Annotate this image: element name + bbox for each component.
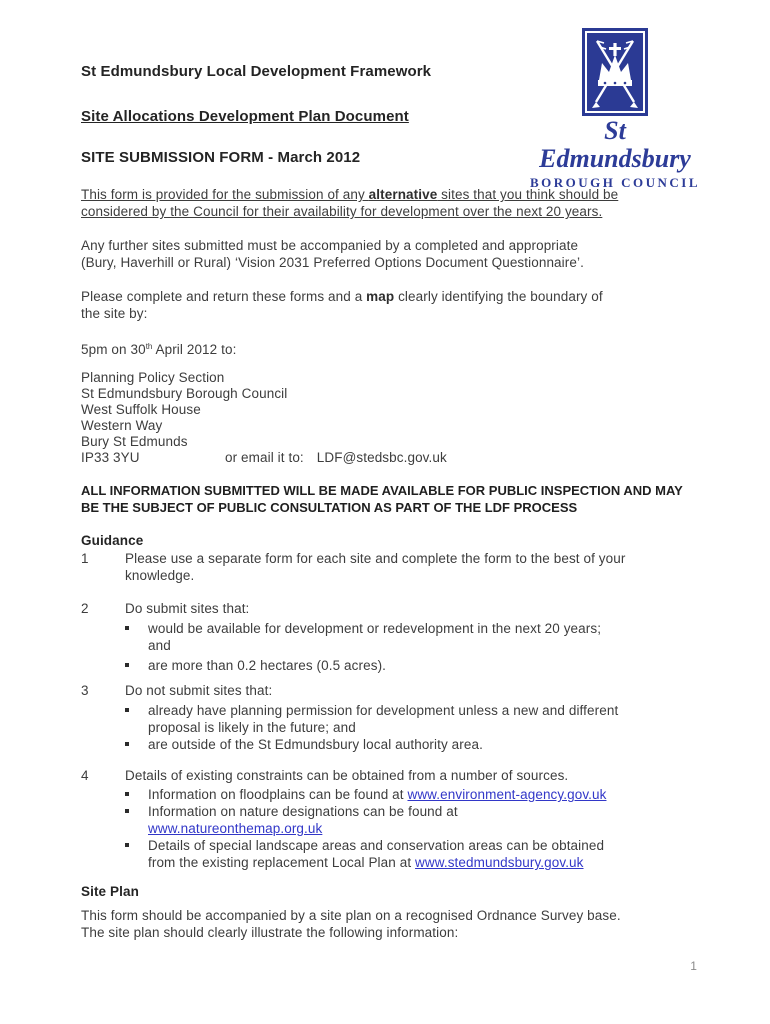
bullet-text-line: already have planning permission for development unless a new and different [148,703,619,718]
complete-bold-map: map [366,289,395,304]
bullet-square-icon [125,736,148,753]
guidance-item-2 [81,600,699,674]
bullet-text [148,786,699,803]
intro-text: sites that you think should be [437,187,619,202]
bullet-square-icon [125,837,148,871]
email-label: or email it to: [225,450,304,465]
bullet-item [125,803,699,837]
guidance-heading: Guidance [81,533,144,548]
bullet-text-line: proposal is likely in the future; and [148,720,356,735]
site-plan-text: The site plan should clearly illustrate the following information: [81,925,459,940]
postal-address [81,370,699,466]
complete-return-paragraph [81,288,699,322]
bullet-text-line: Information on nature designations can be found at [148,804,458,819]
bullet-item [125,702,699,736]
page-number: 1 [690,959,697,973]
complete-text: the site by: [81,306,148,321]
bullet-square-icon [125,620,148,654]
intro-text: This form is provided for the submission of any [81,187,369,202]
complete-text: clearly identifying the boundary of [394,289,603,304]
hyperlink-natureonthemap[interactable]: www.natureonthemap.org.uk [148,821,323,836]
logo-subtitle: BOROUGH COUNCIL [529,175,701,190]
email-address: LDF@stedsbc.gov.uk [316,450,447,465]
address-line-postcode-email [81,450,699,466]
item-text-line: Please use a separate form for each site and complete the form to the best of your [125,551,626,566]
item-text-line: knowledge. [125,568,195,583]
intro-paragraph [81,186,699,220]
bullet-text-line: Information on floodplains can be found at [148,787,408,802]
bullet-text: are more than 0.2 hectares (0.5 acres). [148,658,387,673]
bullet-square-icon [125,702,148,736]
bullet-text [148,620,699,654]
bullet-item [125,786,699,803]
guidance-item-3 [81,682,699,753]
address-line: Planning Policy Section [81,370,225,385]
guidance-item-4 [81,767,699,871]
form-title: SITE SUBMISSION FORM - March 2012 [81,149,361,166]
bullet-text-line: Details of special landscape areas and conservation areas can be obtained [148,838,605,853]
item-text [125,550,699,584]
address-line: Western Way [81,418,163,433]
bullet-item [125,620,699,654]
deadline-line [81,338,699,358]
bullet-square-icon [125,657,148,674]
document-content [81,62,699,941]
bullet-text [148,837,699,871]
item-label: Do submit sites that: [125,601,250,616]
bullet-text [148,702,699,736]
site-plan-heading: Site Plan [81,884,139,899]
bullet-text: are outside of the St Edmundsbury local authority area. [148,737,483,752]
bullet-item [125,736,699,753]
item-number: 3 [81,683,89,698]
address-line: Bury St Edmunds [81,434,188,449]
notice-text: ALL INFORMATION SUBMITTED WILL BE MADE AVAILABLE FOR PUBLIC INSPECTION AND MAY [81,483,683,498]
item-number: 4 [81,768,89,783]
bullet-text-line: and [148,638,171,653]
bullet-square-icon [125,786,148,803]
postcode: IP33 3YU [81,450,140,465]
public-inspection-notice [81,482,699,516]
bullet-text-line: from the existing replacement Local Plan at [148,855,416,870]
bullet-text-line: would be available for development or redevelopment in the next 20 years; [148,621,602,636]
framework-title: St Edmundsbury Local Development Framework [81,63,432,80]
further-text: (Bury, Haverhill or Rural) ‘Vision 2031 Preferred Options Document Questionnaire’. [81,255,584,270]
hyperlink-environment-agency[interactable]: www.environment-agency.gov.uk [407,787,607,802]
guidance-item-1 [81,550,699,584]
item-label: Details of existing constraints can be obtained from a number of sources. [125,768,569,783]
bullet-square-icon [125,803,148,837]
ordinal-suffix: th [145,342,153,351]
bullet-text [148,803,699,837]
complete-text: Please complete and return these forms and a [81,289,367,304]
bullet-item [125,837,699,871]
plan-document-title: Site Allocations Development Plan Document [81,108,409,125]
bullet-item [125,657,699,674]
notice-text: BE THE SUBJECT OF PUBLIC CONSULTATION AS PART OF THE LDF PROCESS [81,500,578,515]
further-sites-paragraph [81,237,699,271]
further-text: Any further sites submitted must be accompanied by a completed and appropriate [81,238,579,253]
item-number: 1 [81,551,89,566]
site-plan-text: This form should be accompanied by a site plan on a recognised Ordnance Survey base. [81,908,621,923]
deadline-text: 5pm on 30 [81,342,146,357]
intro-text: considered by the Council for their availability for development over the next 20 years. [81,204,603,219]
logo-name: St Edmundsbury [539,116,691,173]
deadline-text: April 2012 to: [152,342,237,357]
intro-bold-alternative: alternative [368,187,438,202]
address-line: St Edmundsbury Borough Council [81,386,288,401]
hyperlink-stedmundsbury[interactable]: www.stedmundsbury.gov.uk [415,855,584,870]
item-label: Do not submit sites that: [125,683,273,698]
address-line: West Suffolk House [81,402,201,417]
site-plan-paragraph [81,907,699,941]
item-number: 2 [81,601,89,616]
